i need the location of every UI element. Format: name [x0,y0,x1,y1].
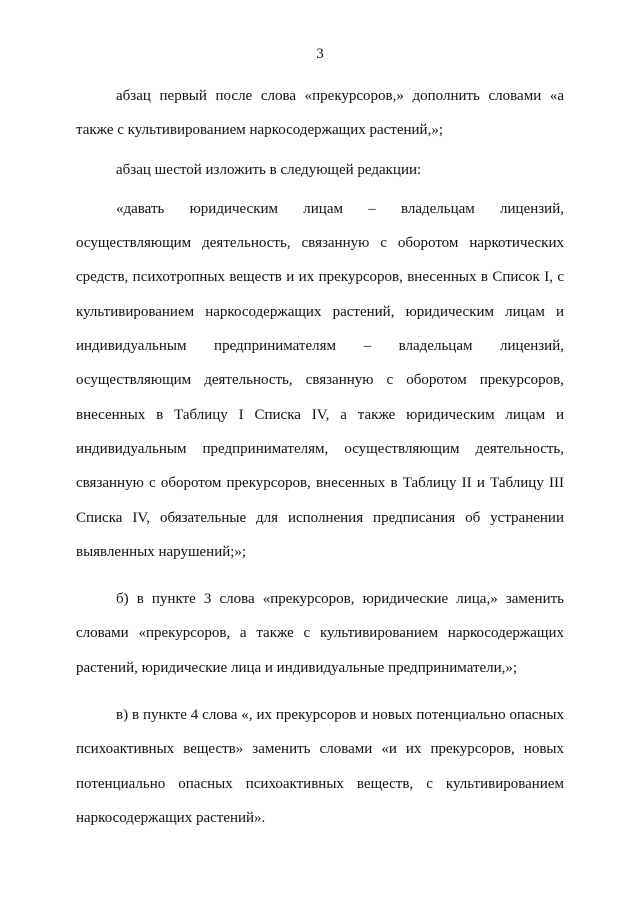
page-number: 3 [316,46,324,62]
paragraph-5: в) в пункте 4 слова «, их прекурсоров и новых потенциально опасных психоактивных веществ» заменить словами «и их прекурсоров, новых потенциально опасных психоактивных веществ, с культивированием наркосодержащих растений». [76,707,564,826]
paragraph-1: абзац первый после слова «прекурсоров,» дополнить словами «а также с культивированием наркосодержащих растений,»; [76,88,564,139]
paragraph-2: абзац шестой изложить в следующей редакции: [116,161,422,178]
paragraph-3: «давать юридическим лицам – владельцам лицензий, осуществляющим деятельность, связанную с оборотом наркотических средств, психотропных веществ и их прекурсоров, внесенных в Список I, с культивированием наркосодержащих растений, юридическим лицам и индивидуальным предпринимателям – владельцам лицензий, осуществляющим деятельность, связанную с оборотом прекурсоров, внесенных в Таблицу I Списка IV, а также юридическим лицам и индивидуальным предпринимателям, осуществляющим деятельность, связанную с оборотом прекурсоров, внесенных в Таблицу II и Таблицу III Списка IV, обязательные для исполнения предписания об устранении выявленных нарушений;»; [76,200,564,560]
paragraph-4: б) в пункте 3 слова «прекурсоров, юридические лица,» заменить словами «прекурсоров, а также с культивированием наркосодержащих растений, юридические лица и индивидуальные предприниматели,»; [76,591,564,676]
document-body [76,79,564,835]
